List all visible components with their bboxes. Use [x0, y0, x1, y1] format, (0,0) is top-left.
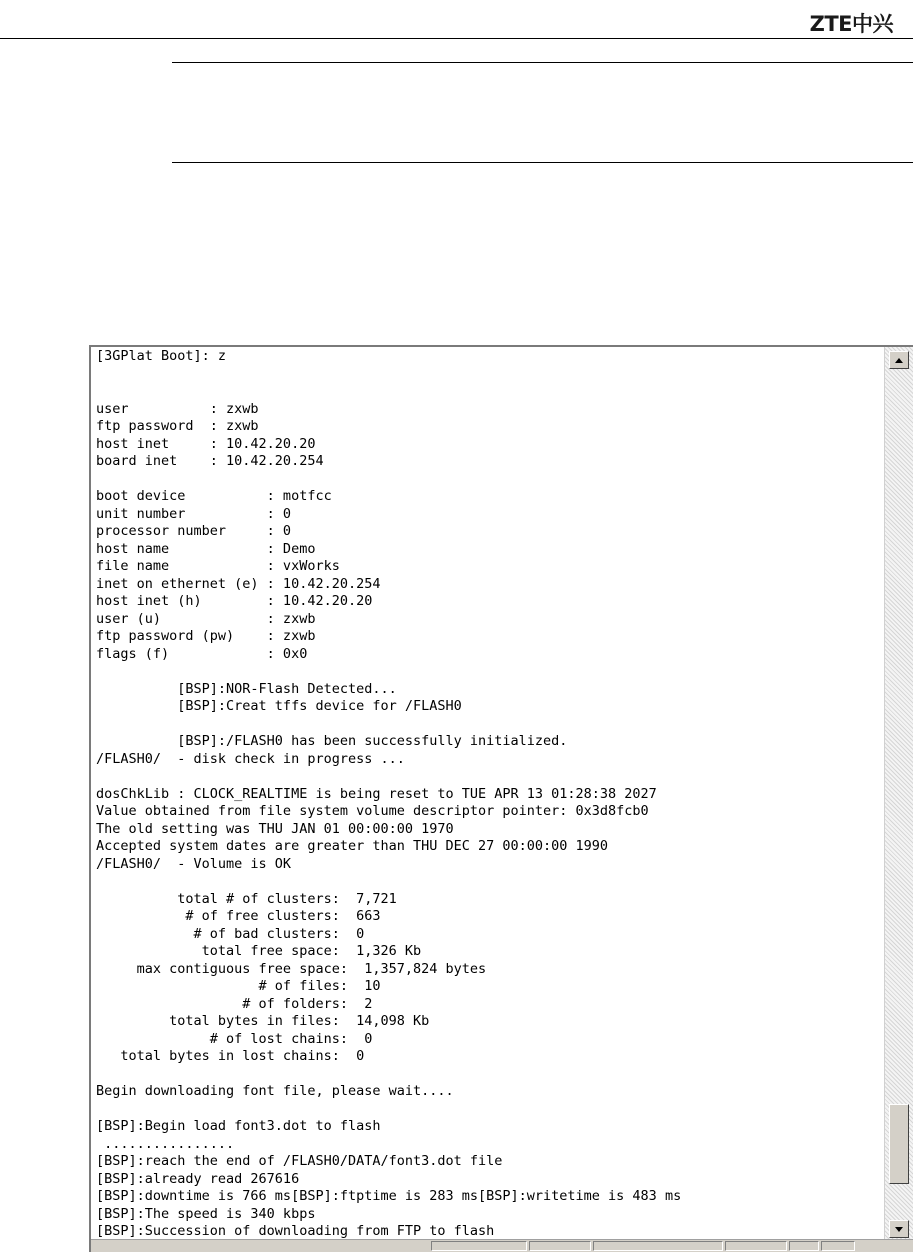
terminal-line: Value obtained from file system volume descriptor pointer: 0x3d8fcb0	[96, 803, 649, 819]
section-rule-upper	[172, 62, 913, 63]
terminal-line: flags (f) : 0x0	[96, 645, 308, 662]
terminal-line: [BSP]:Succession of downloading from FTP to flash	[96, 1223, 495, 1238]
terminal-line: [BSP]:Begin load font3.dot to flash	[96, 1118, 381, 1134]
vertical-scrollbar[interactable]	[884, 347, 913, 1240]
terminal-line: [BSP]:The speed is 340 kbps	[96, 1205, 316, 1222]
terminal-line: host name : Demo	[96, 540, 316, 557]
status-cell	[789, 1241, 819, 1251]
terminal-line: The old setting was THU JAN 01 00:00:00 1970	[96, 820, 454, 837]
terminal-line: total # of clusters: 7,721	[96, 890, 397, 907]
terminal-line: total bytes in lost chains: 0	[96, 1048, 365, 1064]
status-cell	[725, 1241, 787, 1251]
terminal-line: Accepted system dates are greater than THU DEC 27 00:00:00 1990	[96, 838, 609, 854]
scrollbar-thumb[interactable]	[889, 1104, 909, 1184]
terminal-line: processor number : 0	[96, 523, 292, 539]
terminal-line: boot device : motfcc	[96, 488, 332, 504]
status-bar	[91, 1239, 913, 1252]
terminal-line: [BSP]:already read 267616	[96, 1170, 300, 1187]
terminal-line: [BSP]:/FLASH0 has been successfully initialized.	[96, 733, 568, 749]
section-rule-lower	[172, 162, 913, 163]
header-rule	[0, 38, 913, 39]
terminal-line: user : zxwb	[96, 400, 259, 417]
terminal-line: ................	[96, 1135, 235, 1152]
terminal-line: file name : vxWorks	[96, 558, 340, 574]
terminal-line: [BSP]:downtime is 766 ms[BSP]:ftptime is 283 ms[BSP]:writetime is 483 ms	[96, 1188, 682, 1204]
terminal-line: # of free clusters: 663	[96, 908, 381, 924]
terminal-output	[96, 348, 883, 1238]
scroll-down-button[interactable]	[889, 1220, 909, 1238]
terminal-line: # of files: 10	[96, 978, 381, 994]
terminal-line: board inet : 10.42.20.254	[96, 453, 324, 469]
terminal-line: dosChkLib : CLOCK_REALTIME is being reset to TUE APR 13 01:28:38 2027	[96, 785, 657, 802]
terminal-line: unit number : 0	[96, 505, 292, 522]
terminal-line: /FLASH0/ - disk check in progress ...	[96, 750, 405, 767]
zte-logo: ZTE中兴	[809, 12, 893, 36]
terminal-line: [3GPlat Boot]: z	[96, 348, 227, 364]
terminal-line: [BSP]:NOR-Flash Detected...	[96, 680, 397, 697]
status-cell	[821, 1241, 855, 1251]
terminal-line: [BSP]:reach the end of /FLASH0/DATA/font3.dot file	[96, 1153, 503, 1169]
terminal-line: Begin downloading font file, please wait....	[96, 1083, 454, 1099]
arrow-up-icon	[895, 358, 903, 363]
terminal-line: # of lost chains: 0	[96, 1030, 373, 1047]
terminal-line: inet on ethernet (e) : 10.42.20.254	[96, 575, 381, 592]
scroll-up-button[interactable]	[889, 351, 909, 369]
terminal-line: /FLASH0/ - Volume is OK	[96, 855, 292, 872]
terminal-line: # of folders: 2	[96, 995, 373, 1012]
terminal-line: total bytes in files: 14,098 Kb	[96, 1013, 430, 1029]
terminal-line: user (u) : zxwb	[96, 610, 316, 627]
terminal-line: host inet : 10.42.20.20	[96, 435, 316, 452]
status-cell	[593, 1241, 723, 1251]
terminal-line: max contiguous free space: 1,357,824 bytes	[96, 960, 487, 977]
terminal-line: total free space: 1,326 Kb	[96, 943, 422, 959]
terminal-line: host inet (h) : 10.42.20.20	[96, 593, 373, 609]
status-cell	[529, 1241, 591, 1251]
terminal-line: ftp password : zxwb	[96, 418, 259, 434]
terminal-line: # of bad clusters: 0	[96, 925, 365, 942]
terminal-line: [BSP]:Creat tffs device for /FLASH0	[96, 698, 462, 714]
terminal-window[interactable]	[89, 345, 913, 1252]
status-cell	[431, 1241, 527, 1251]
arrow-down-icon	[895, 1227, 903, 1232]
terminal-line: ftp password (pw) : zxwb	[96, 628, 316, 644]
